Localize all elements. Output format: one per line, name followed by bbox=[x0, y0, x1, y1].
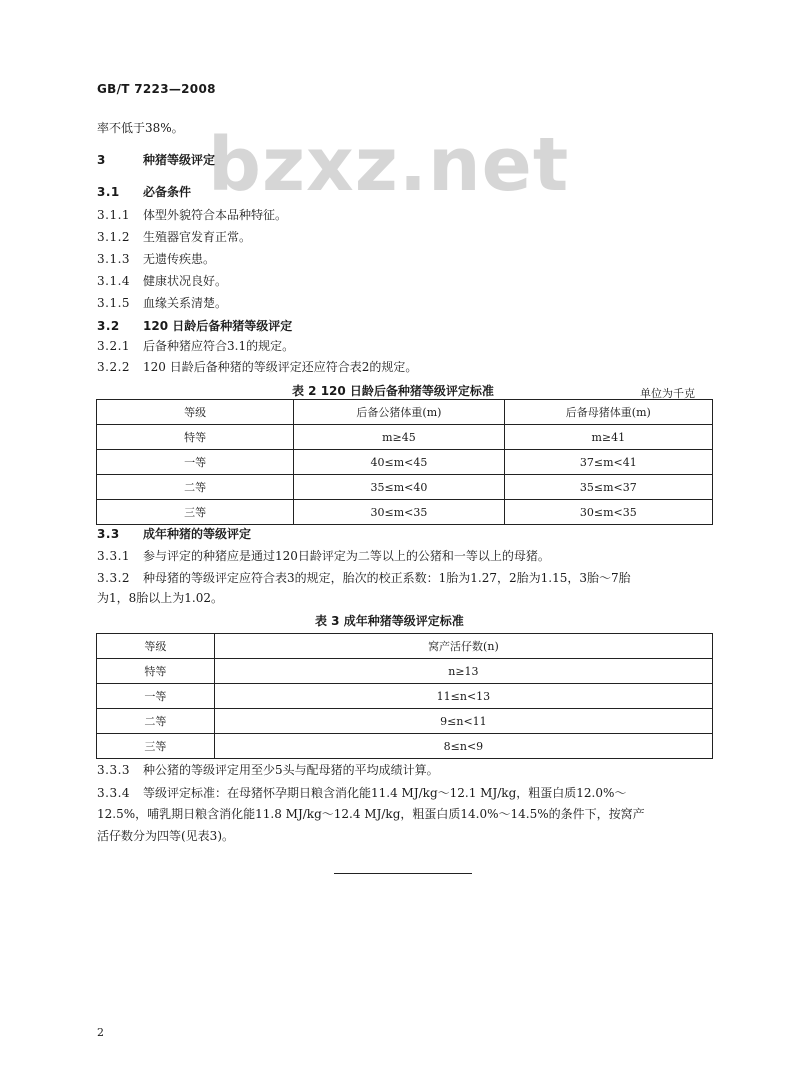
table-row: 三等 8≤n<9 bbox=[97, 734, 713, 759]
table-row: 二等 35≤m<40 35≤m<37 bbox=[97, 475, 713, 500]
clause: 3.3.1 参与评定的种猪应是通过120日龄评定为二等以上的公猪和一等以上的母猪。 bbox=[97, 549, 550, 563]
clause: 3.1.4 健康状况良好。 bbox=[97, 274, 228, 288]
subsection-heading: 3.1 必备条件 bbox=[97, 185, 192, 199]
table-row: 三等 30≤m<35 30≤m<35 bbox=[97, 500, 713, 525]
clause: 3.1.5 血缘关系清楚。 bbox=[97, 296, 228, 310]
clause: 3.2.1 后备种猪应符合3.1的规定。 bbox=[97, 339, 295, 353]
subsection-heading: 3.3 成年种猪的等级评定 bbox=[97, 527, 252, 541]
clause: 3.3.2 种母猪的等级评定应符合表3的规定，胎次的校正系数：1胎为1.27，2胎为1.15，3胎～7胎 bbox=[97, 571, 631, 585]
table3-caption: 表 3 成年种猪等级评定标准 bbox=[315, 614, 464, 628]
clause: 3.1.3 无遗传疾患。 bbox=[97, 252, 216, 266]
clause-continuation: 为1，8胎以上为1.02。 bbox=[97, 591, 223, 605]
table-header-row bbox=[97, 634, 713, 659]
clause-continuation: 活仔数分为四等(见表3)。 bbox=[97, 829, 234, 843]
clause: 3.1.1 体型外貌符合本品种特征。 bbox=[97, 208, 288, 222]
paragraph: 率不低于38%。 bbox=[97, 121, 184, 135]
table-row: 二等 9≤n<11 bbox=[97, 709, 713, 734]
table-row: 特等 n≥13 bbox=[97, 659, 713, 684]
table-row: 特等 m≥45 m≥41 bbox=[97, 425, 713, 450]
clause: 3.1.2 生殖器官发育正常。 bbox=[97, 230, 252, 244]
table-header-row bbox=[97, 400, 713, 425]
table-row: 一等 40≤m<45 37≤m<41 bbox=[97, 450, 713, 475]
clause: 3.3.3 种公猪的等级评定用至少5头与配母猪的平均成绩计算。 bbox=[97, 763, 439, 777]
column-header: 窝产活仔数(n) bbox=[214, 634, 712, 659]
column-header: 等级 bbox=[97, 634, 215, 659]
table2-caption: 表 2 120 日龄后备种猪等级评定标准 bbox=[292, 384, 494, 398]
column-header: 后备公猪体重(m) bbox=[294, 400, 504, 425]
column-header: 后备母猪体重(m) bbox=[504, 400, 712, 425]
clause: 3.2.2 120 日龄后备种猪的等级评定还应符合表2的规定。 bbox=[97, 360, 418, 374]
column-header: 等级 bbox=[97, 400, 294, 425]
section-heading: 3 种猪等级评定 bbox=[97, 153, 216, 167]
watermark: bzxz.net bbox=[208, 122, 570, 208]
subsection-heading: 3.2 120 日龄后备种猪等级评定 bbox=[97, 319, 293, 333]
standard-number: GB/T 7223—2008 bbox=[97, 82, 216, 96]
end-rule bbox=[334, 873, 472, 874]
table2 bbox=[96, 399, 713, 525]
table2-unit: 单位为千克 bbox=[640, 387, 695, 400]
page-number: 2 bbox=[97, 1026, 104, 1039]
table-row: 一等 11≤n<13 bbox=[97, 684, 713, 709]
clause-continuation: 12.5%，哺乳期日粮含消化能11.8 MJ/kg～12.4 MJ/kg，粗蛋白质14.0%～14.5%的条件下，按窝产 bbox=[97, 807, 645, 821]
clause: 3.3.4 等级评定标准：在母猪怀孕期日粮含消化能11.4 MJ/kg～12.1 MJ/kg，粗蛋白质12.0%～ bbox=[97, 786, 627, 800]
table3 bbox=[96, 633, 713, 759]
